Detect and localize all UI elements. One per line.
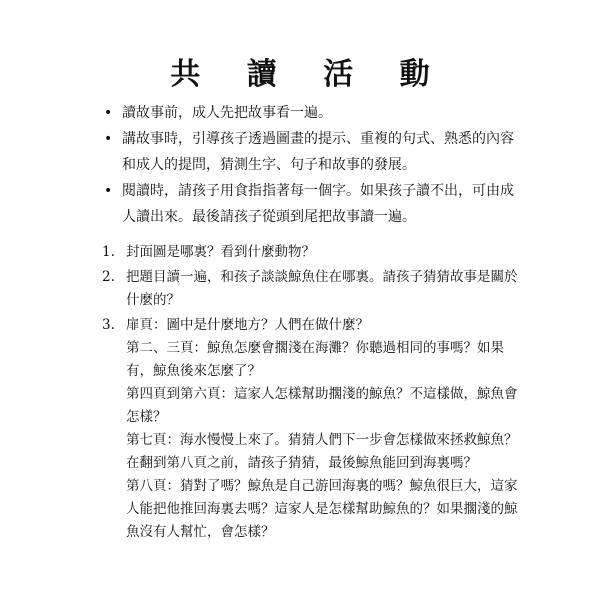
question-text: 第四頁到第六頁：這家人怎樣幫助擱淺的鯨魚？不這樣做，鯨魚會怎樣？ (126, 386, 518, 425)
tip-text: 讀故事前，成人先把故事看一遍。 (122, 105, 332, 121)
tip-item (100, 178, 520, 230)
question-item (100, 314, 530, 544)
tip-item (100, 100, 520, 126)
page-title: 共 讀 活 動 (170, 57, 448, 92)
question-number: 3. (102, 317, 115, 333)
question-text: 封面圖是哪裏？看到什麼動物？ (126, 244, 315, 260)
question-text: 第二、三頁：鯨魚怎麼會擱淺在海灘？你聽過相同的事嗎？如果有，鯨魚後來怎麼了？ (126, 340, 504, 379)
tips-list (100, 100, 520, 230)
question-text: 第八頁：猜對了嗎？鯨魚是自己游回海裏的嗎？鯨魚很巨大，這家人能把他推回海裏去嗎？這家人是怎樣幫助鯨魚的？如果擱淺的鯨魚沒有人幫忙，會怎樣？ (126, 478, 518, 540)
bullet-icon: • (104, 105, 113, 121)
question-text: 把題目讀一遍，和孩子談談鯨魚住在哪裏。請孩子猜猜故事是關於什麼的？ (126, 269, 518, 308)
question-text: 第七頁：海水慢慢上來了。猜猜人們下一步會怎樣做來拯救鯨魚？在翻到第八頁之前，請孩子猜猜，最後鯨魚能回到海裏嗎？ (126, 432, 518, 471)
tip-text: 講故事時，引導孩子透過圖畫的提示、重複的句式、熟悉的內容和成人的提問，猜測生字、句子和故事的發展。 (122, 131, 514, 173)
bullet-icon: • (104, 183, 113, 199)
question-item (100, 241, 530, 264)
questions-list (100, 241, 530, 546)
bullet-icon: • (104, 131, 113, 147)
question-text: 扉頁：圖中是什麼地方？人們在做什麼？ (126, 317, 369, 333)
question-item (100, 266, 530, 312)
tip-text: 閱讀時，請孩子用食指指著每一個字。如果孩子讀不出，可由成人讀出來。最後請孩子從頭到尾把故事讀一遍。 (122, 183, 514, 225)
question-number: 2. (102, 269, 115, 285)
question-number: 1. (102, 244, 115, 260)
tip-item (100, 126, 520, 178)
